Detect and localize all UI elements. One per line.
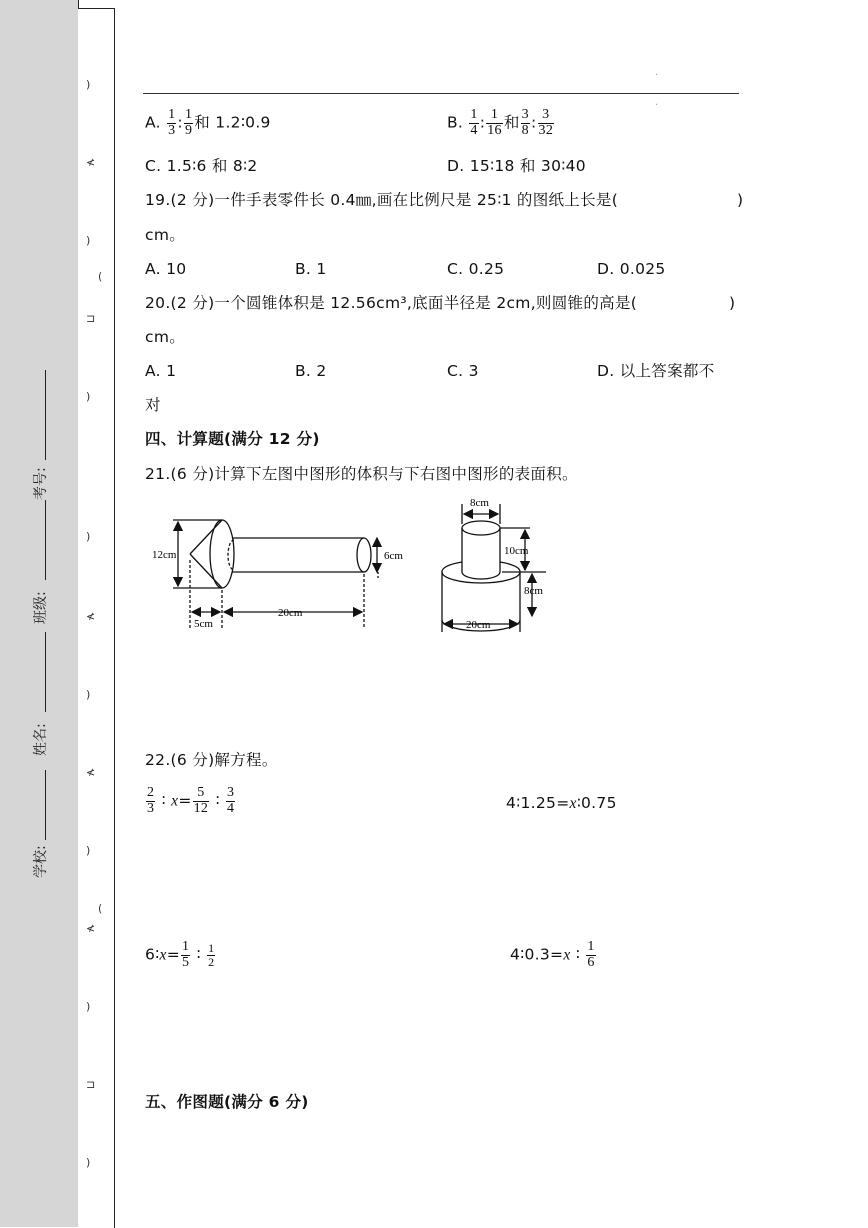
binding-mark: ( xyxy=(98,270,103,283)
class-line xyxy=(45,500,46,580)
exam-number-label: 考号: xyxy=(33,467,49,500)
school-label: 学校: xyxy=(33,845,49,878)
q18-option-b: B. $\frac{1}{4}$ : $\frac{1}{16}$ 和 $\frac{3}{8}$ : $\frac{3}{32}$ xyxy=(447,107,554,138)
binding-mark: ≮ xyxy=(86,610,96,623)
binding-mark: ) xyxy=(86,390,91,403)
q19-stem: 19.(2 分)一件手表零件长 0.4㎜,画在比例尺是 25∶1 的图纸上长是( xyxy=(145,191,619,209)
binding-mark: ≮ xyxy=(86,156,96,169)
class-label: 班级: xyxy=(33,591,49,624)
bottom-diameter-label: 20cm xyxy=(466,619,491,631)
binding-mark: ) xyxy=(86,844,91,857)
q19-answer-close: ) xyxy=(737,191,744,209)
binding-mark: ) xyxy=(86,1156,91,1169)
name-line xyxy=(45,632,46,712)
equation-1: $\frac{2}{3}$ ∶ x= $\frac{5}{12}$ ∶ $\frac{3}{4}$ xyxy=(147,785,235,816)
q20-option-a: A. 1 xyxy=(145,362,177,380)
q22-stem: 22.(6 分)解方程。 xyxy=(145,751,278,769)
q18-option-a: A. $\frac{1}{3}$ : $\frac{1}{9}$ 和 1.2∶0.9 xyxy=(145,107,271,138)
binding-strip xyxy=(78,8,115,1228)
speck: · xyxy=(655,100,659,111)
speck: · xyxy=(655,70,659,81)
binding-mark: ≮ xyxy=(86,922,96,935)
equation-2: 4∶1.25=x∶0.75 xyxy=(506,794,617,812)
header-rule xyxy=(143,93,739,94)
cylinder-length-label: 20cm xyxy=(278,607,303,619)
equation-3: 6∶x= $\frac{1}{5}$ ∶ $\frac{1}{2}$ xyxy=(145,939,215,970)
q20-stem: 20.(2 分)一个圆锥体积是 12.56cm³,底面半径是 2cm,则圆锥的高是( xyxy=(145,294,638,312)
q18-option-d: D. 15∶18 和 30∶40 xyxy=(447,157,586,175)
top-diameter-label: 8cm xyxy=(470,497,489,509)
binding-mark: ) xyxy=(86,688,91,701)
school-line xyxy=(45,770,46,840)
diameter-6cm-label: 6cm xyxy=(384,550,403,562)
top-height-label: 10cm xyxy=(504,545,529,557)
q19-option-b: B. 1 xyxy=(295,260,327,278)
q19-option-d: D. 0.025 xyxy=(597,260,666,278)
cone-length-label: 5cm xyxy=(194,618,213,630)
bottom-height-label: 8cm xyxy=(524,585,543,597)
binding-mark: ⊐ xyxy=(86,312,96,325)
stacked-cylinders-figure xyxy=(432,494,562,636)
exam-number-line xyxy=(45,370,46,460)
section-4-title: 四、计算题(满分 12 分) xyxy=(145,430,320,448)
binding-mark: ) xyxy=(86,78,91,91)
height-12cm-label: 12cm xyxy=(152,549,177,561)
binding-mark: ( xyxy=(98,902,103,915)
q18-option-c: C. 1.5∶6 和 8∶2 xyxy=(145,157,258,175)
binding-mark: ⊐ xyxy=(86,1078,96,1091)
binding-mark: ) xyxy=(86,530,91,543)
q20-answer-close: ) xyxy=(729,294,736,312)
q20-tail: cm。 xyxy=(145,328,186,346)
q20-option-d: D. 以上答案都不 xyxy=(597,362,715,380)
cone-cylinder-figure xyxy=(148,510,418,635)
q20-option-b: B. 2 xyxy=(295,362,327,380)
equation-4: 4∶0.3=x ∶ $\frac{1}{6}$ xyxy=(510,939,595,970)
q19-option-a: A. 10 xyxy=(145,260,187,278)
binding-mark: ≮ xyxy=(86,766,96,779)
section-5-title: 五、作图题(满分 6 分) xyxy=(145,1093,309,1111)
q19-tail: cm。 xyxy=(145,226,186,244)
q20-option-d-wrap: 对 xyxy=(145,396,161,414)
binding-mark: ) xyxy=(86,234,91,247)
q19-option-c: C. 0.25 xyxy=(447,260,505,278)
binding-mark: ) xyxy=(86,1000,91,1013)
name-label: 姓名: xyxy=(33,723,49,756)
q21-stem: 21.(6 分)计算下左图中图形的体积与下右图中图形的表面积。 xyxy=(145,465,578,483)
q20-option-c: C. 3 xyxy=(447,362,479,380)
